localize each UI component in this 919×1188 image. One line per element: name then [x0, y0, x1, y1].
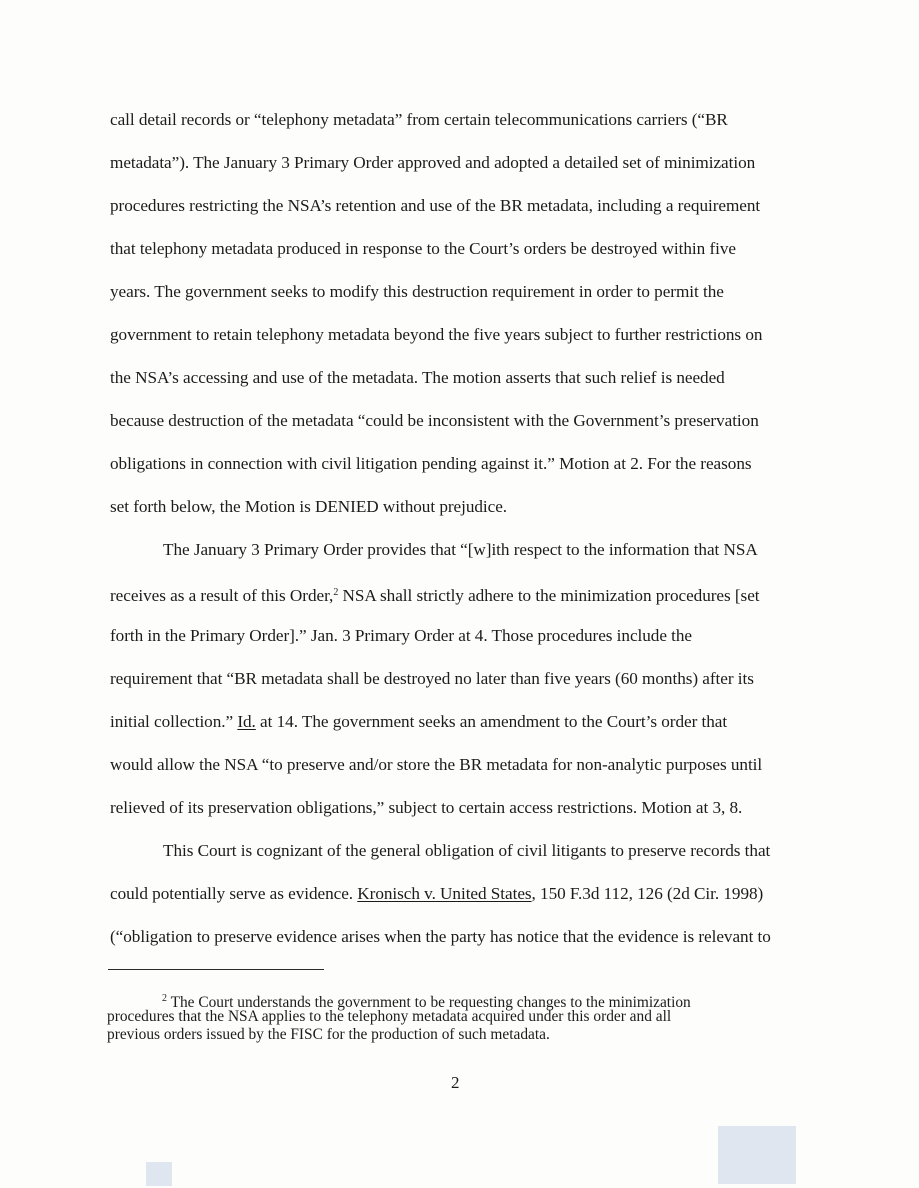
para3-line-2 [110, 883, 763, 905]
para3-line-2-before: could potentially serve as evidence. [110, 884, 358, 903]
case-citation: Kronisch v. United States [357, 884, 532, 903]
para2-line-2 [110, 582, 760, 607]
body-line-3: procedures restricting the NSA’s retention and use of the BR metadata, including a requirement [110, 196, 761, 215]
footnote-line-1-text: The Court understands the government to be requesting changes to the minimization [167, 994, 691, 1011]
footnote-ref: 2 [333, 587, 339, 598]
para2-line-2-before: receives as a result of this Order, [110, 586, 334, 605]
footnote-line-2: procedures that the NSA applies to the telephony metadata acquired under this order and all [107, 1008, 672, 1025]
page-number: 2 [451, 1073, 460, 1092]
body-line-5: years. The government seeks to modify this destruction requirement in order to permit the [110, 282, 724, 301]
id-citation: Id. [237, 712, 256, 731]
body-line-8: because destruction of the metadata “could be inconsistent with the Government’s preservation [110, 411, 759, 430]
para2-line-5-after: at 14. The government seeks an amendment to the Court’s order that [255, 712, 728, 731]
body-line-10: set forth below, the Motion is DENIED without prejudice. [110, 497, 508, 516]
footnote-marker: 2 [162, 993, 167, 1004]
para2-line-3: forth in the Primary Order].” Jan. 3 Primary Order at 4. Those procedures include the [110, 626, 693, 645]
para2-line-7: relieved of its preservation obligations,” subject to certain access restrictions. Motion at 3, 8. [110, 798, 743, 817]
body-line-6: government to retain telephony metadata beyond the five years subject to further restrictions on [110, 325, 763, 344]
body-line-9: obligations in connection with civil litigation pending against it.” Motion at 2. For the reasons [110, 454, 752, 473]
footnote-line-3: previous orders issued by the FISC for the production of such metadata. [107, 1026, 550, 1043]
para2-line-5-before: initial collection.” [110, 712, 238, 731]
scan-artifact [146, 1162, 172, 1186]
body-line-4: that telephony metadata produced in response to the Court’s orders be destroyed within five [110, 239, 736, 258]
scan-artifact [718, 1126, 796, 1184]
para3-line-2-after: , 150 F.3d 112, 126 (2d Cir. 1998) [531, 884, 764, 903]
body-line-2: metadata”). The January 3 Primary Order approved and adopted a detailed set of minimization [110, 153, 756, 172]
para3-line-1: This Court is cognizant of the general obligation of civil litigants to preserve records that [163, 841, 771, 860]
para3-line-3: (“obligation to preserve evidence arises when the party has notice that the evidence is relevant to [110, 927, 771, 946]
body-line-1: call detail records or “telephony metadata” from certain telecommunications carriers (“BR [110, 110, 728, 129]
para2-line-1: The January 3 Primary Order provides that “[w]ith respect to the information that NSA [163, 540, 758, 559]
footnote-divider [108, 969, 324, 970]
para2-line-6: would allow the NSA “to preserve and/or store the BR metadata for non-analytic purposes until [110, 755, 763, 774]
para2-line-2-after: NSA shall strictly adhere to the minimization procedures [set [338, 586, 760, 605]
para2-line-4: requirement that “BR metadata shall be destroyed no later than five years (60 months) after its [110, 669, 754, 688]
body-line-7: the NSA’s accessing and use of the metadata. The motion asserts that such relief is needed [110, 368, 725, 387]
para2-line-5 [110, 711, 727, 733]
